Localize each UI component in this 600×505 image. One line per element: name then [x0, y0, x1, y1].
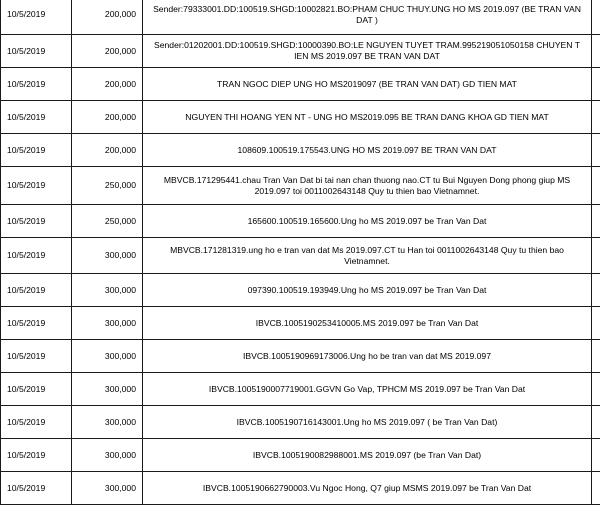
cell-empty: [592, 406, 600, 439]
table-row: [1, 340, 600, 373]
cell-date: 10/5/2019: [1, 406, 72, 439]
cell-empty: [592, 205, 600, 238]
table-row: [1, 406, 600, 439]
cell-date: 10/5/2019: [1, 0, 72, 35]
table-row: [1, 35, 600, 68]
cell-description: IBVCB.1005190662790003.Vu Ngoc Hong, Q7 giup MSMS 2019.097 be Tran Van Dat: [143, 472, 592, 505]
cell-date: 10/5/2019: [1, 68, 72, 101]
cell-description: 165600.100519.165600.Ung ho MS 2019.097 be Tran Van Dat: [143, 205, 592, 238]
cell-empty: [592, 307, 600, 340]
table-row: [1, 0, 600, 35]
table-row: [1, 274, 600, 307]
table-row: [1, 205, 600, 238]
cell-amount: 300,000: [72, 472, 143, 505]
cell-description: MBVCB.171281319.ung ho e tran van dat Ms 2019.097.CT tu Han toi 0011002643148 Quy tu thien bao Vietnamnet.: [143, 238, 592, 274]
cell-empty: [592, 472, 600, 505]
cell-date: 10/5/2019: [1, 274, 72, 307]
table-row: [1, 238, 600, 274]
cell-description: IBVCB.1005190007719001.GGVN Go Vap, TPHCM MS 2019.097 be Tran Van Dat: [143, 373, 592, 406]
cell-empty: [592, 274, 600, 307]
table-row: [1, 439, 600, 472]
cell-empty: [592, 439, 600, 472]
cell-empty: [592, 340, 600, 373]
cell-empty: [592, 0, 600, 35]
cell-description: IBVCB.1005190969173006.Ung ho be tran van dat MS 2019.097: [143, 340, 592, 373]
cell-description: TRAN NGOC DIEP UNG HO MS2019097 (BE TRAN VAN DAT) GD TIEN MAT: [143, 68, 592, 101]
cell-date: 10/5/2019: [1, 307, 72, 340]
cell-amount: 300,000: [72, 238, 143, 274]
table-row: [1, 307, 600, 340]
cell-empty: [592, 167, 600, 205]
cell-date: 10/5/2019: [1, 101, 72, 134]
cell-amount: 300,000: [72, 340, 143, 373]
cell-amount: 200,000: [72, 0, 143, 35]
cell-date: 10/5/2019: [1, 340, 72, 373]
cell-amount: 300,000: [72, 274, 143, 307]
cell-empty: [592, 101, 600, 134]
cell-description: IBVCB.1005190716143001.Ung ho MS 2019.097 ( be Tran Van Dat): [143, 406, 592, 439]
cell-date: 10/5/2019: [1, 472, 72, 505]
table-row: [1, 134, 600, 167]
cell-amount: 200,000: [72, 68, 143, 101]
cell-date: 10/5/2019: [1, 238, 72, 274]
cell-empty: [592, 238, 600, 274]
cell-date: 10/5/2019: [1, 134, 72, 167]
cell-description: 108609.100519.175543.UNG HO MS 2019.097 BE TRAN VAN DAT: [143, 134, 592, 167]
cell-description: 097390.100519.193949.Ung ho MS 2019.097 be Tran Van Dat: [143, 274, 592, 307]
cell-amount: 300,000: [72, 439, 143, 472]
table-row: [1, 68, 600, 101]
cell-empty: [592, 373, 600, 406]
cell-amount: 200,000: [72, 35, 143, 68]
table-row: [1, 101, 600, 134]
cell-empty: [592, 35, 600, 68]
cell-date: 10/5/2019: [1, 205, 72, 238]
cell-description: Sender:79333001.DD:100519.SHGD:10002821.BO:PHAM CHUC THUY.UNG HO MS 2019.097 (BE TRAN VAN DAT ): [143, 0, 592, 35]
cell-date: 10/5/2019: [1, 439, 72, 472]
cell-amount: 300,000: [72, 373, 143, 406]
cell-description: MBVCB.171295441.chau Tran Van Dat bi tai nan chan thuong nao.CT tu Bui Nguyen Dong phong giup MS 2019.097 toi 0011002643148 Quy tu thien bao Vietnamnet.: [143, 167, 592, 205]
cell-empty: [592, 134, 600, 167]
cell-amount: 200,000: [72, 134, 143, 167]
cell-description: NGUYEN THI HOANG YEN NT - UNG HO MS2019.095 BE TRAN DANG KHOA GD TIEN MAT: [143, 101, 592, 134]
cell-amount: 250,000: [72, 167, 143, 205]
cell-description: IBVCB.1005190253410005.MS 2019.097 be Tran Van Dat: [143, 307, 592, 340]
table-row: [1, 167, 600, 205]
cell-amount: 300,000: [72, 307, 143, 340]
cell-date: 10/5/2019: [1, 167, 72, 205]
table-row: [1, 373, 600, 406]
cell-date: 10/5/2019: [1, 373, 72, 406]
cell-date: 10/5/2019: [1, 35, 72, 68]
table-row: [1, 472, 600, 505]
cell-description: Sender:01202001.DD:100519.SHGD:10000390.BO:LE NGUYEN TUYET TRAM.995219051050158 CHUYEN T IEN MS 2019.097 BE TRAN VAN DAT: [143, 35, 592, 68]
cell-empty: [592, 68, 600, 101]
donation-table-body: [1, 0, 600, 505]
cell-amount: 250,000: [72, 205, 143, 238]
cell-description: IBVCB.1005190082988001.MS 2019.097 (be Tran Van Dat): [143, 439, 592, 472]
cell-amount: 200,000: [72, 101, 143, 134]
cell-amount: 300,000: [72, 406, 143, 439]
